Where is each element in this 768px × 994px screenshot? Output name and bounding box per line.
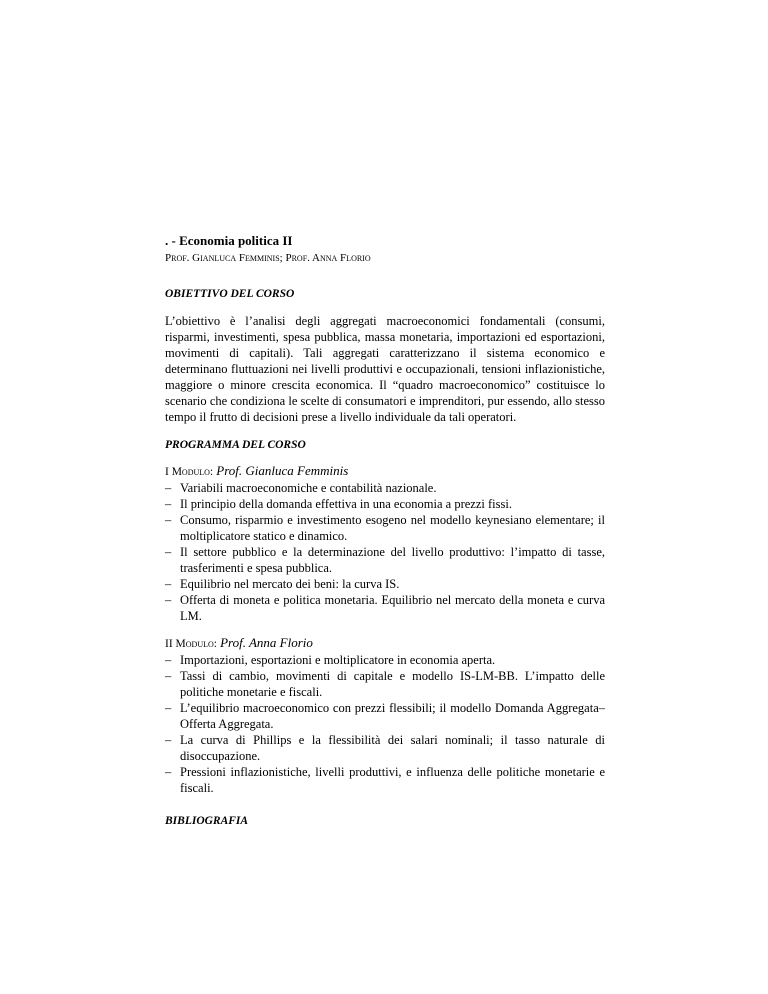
modulo-1-header [165,463,605,480]
modulo-2-header [165,635,605,652]
list-item [165,652,605,668]
list-item [165,764,605,796]
modulo-1-list [165,480,605,624]
document-page [165,233,605,829]
list-item [165,480,605,496]
list-item-text: Importazioni, esportazioni e moltiplicatore in economia aperta. [180,653,496,667]
list-item [165,512,605,544]
list-item-text: Il settore pubblico e la determinazione del livello produttivo: l’impatto di tasse, trasferimenti e spesa pubblica. [180,545,605,575]
list-item-text: L’equilibrio macroeconomico con prezzi flessibili; il modello Domanda Aggregata–Offerta Aggregata. [180,701,605,731]
obiettivo-paragraph: L’obiettivo è l’analisi degli aggregati macroeconomici fondamentali (consumi, risparmi, investimenti, spesa pubblica, massa monetaria, importazioni ed esportazioni, movimenti di capitali). Tali aggregati caratterizzano il sistema economico e determinano fluttuazioni nei livelli produttivi e occupazionali, tensioni inflazionistiche, maggiore o minore crescita economica. Il “quadro macroeconomico” costituisce lo scenario che condiziona le scelte di consumatori e imprenditori, pur essendo, allo stesso tempo il frutto di decisioni prese a livello individuale da tali operatori. [165,314,605,424]
modulo-1-label: I Modulo: [165,466,214,478]
list-item [165,576,605,592]
list-item [165,544,605,576]
list-item [165,700,605,732]
dash-bullet: – [165,653,172,667]
list-item-text: Equilibrio nel mercato dei beni: la curva IS. [180,577,400,591]
course-professors: Prof. Gianluca Femminis; Prof. Anna Florio [165,252,371,264]
dash-bullet: – [165,513,172,527]
list-item-text: Variabili macroeconomiche e contabilità nazionale. [180,481,437,495]
dash-bullet: – [165,765,172,779]
heading-programma: PROGRAMMA DEL CORSO [165,439,306,451]
list-item-text: Il principio della domanda effettiva in una economia a prezzi fissi. [180,497,512,511]
list-item [165,668,605,700]
heading-obiettivo: OBIETTIVO DEL CORSO [165,288,295,300]
dash-bullet: – [165,481,172,495]
course-title: . - Economia politica II [165,233,293,248]
list-item [165,732,605,764]
list-item-text: La curva di Phillips e la flessibilità dei salari nominali; il tasso naturale di disoccupazione. [180,733,605,763]
list-item [165,592,605,624]
modulo-2-list [165,652,605,796]
list-item-text: Pressioni inflazionistiche, livelli produttivi, e influenza delle politiche monetarie e fiscali. [180,765,605,795]
dash-bullet: – [165,545,172,559]
modulo-1-professor: Prof. Gianluca Femminis [216,463,349,478]
heading-bibliografia: BIBLIOGRAFIA [165,815,249,827]
list-item-text: Offerta di moneta e politica monetaria. Equilibrio nel mercato della moneta e curva LM. [180,593,605,623]
dash-bullet: – [165,733,172,747]
dash-bullet: – [165,577,172,591]
list-item-text: Tassi di cambio, movimenti di capitale e modello IS-LM-BB. L’impatto delle politiche monetarie e fiscali. [180,669,605,699]
modulo-2-label: II Modulo: [165,638,217,650]
dash-bullet: – [165,701,172,715]
dash-bullet: – [165,593,172,607]
dash-bullet: – [165,497,172,511]
list-item [165,496,605,512]
list-item-text: Consumo, risparmio e investimento esogeno nel modello keynesiano elementare; il moltiplicatore statico e dinamico. [180,513,605,543]
dash-bullet: – [165,669,172,683]
modulo-2-professor: Prof. Anna Florio [220,635,313,650]
